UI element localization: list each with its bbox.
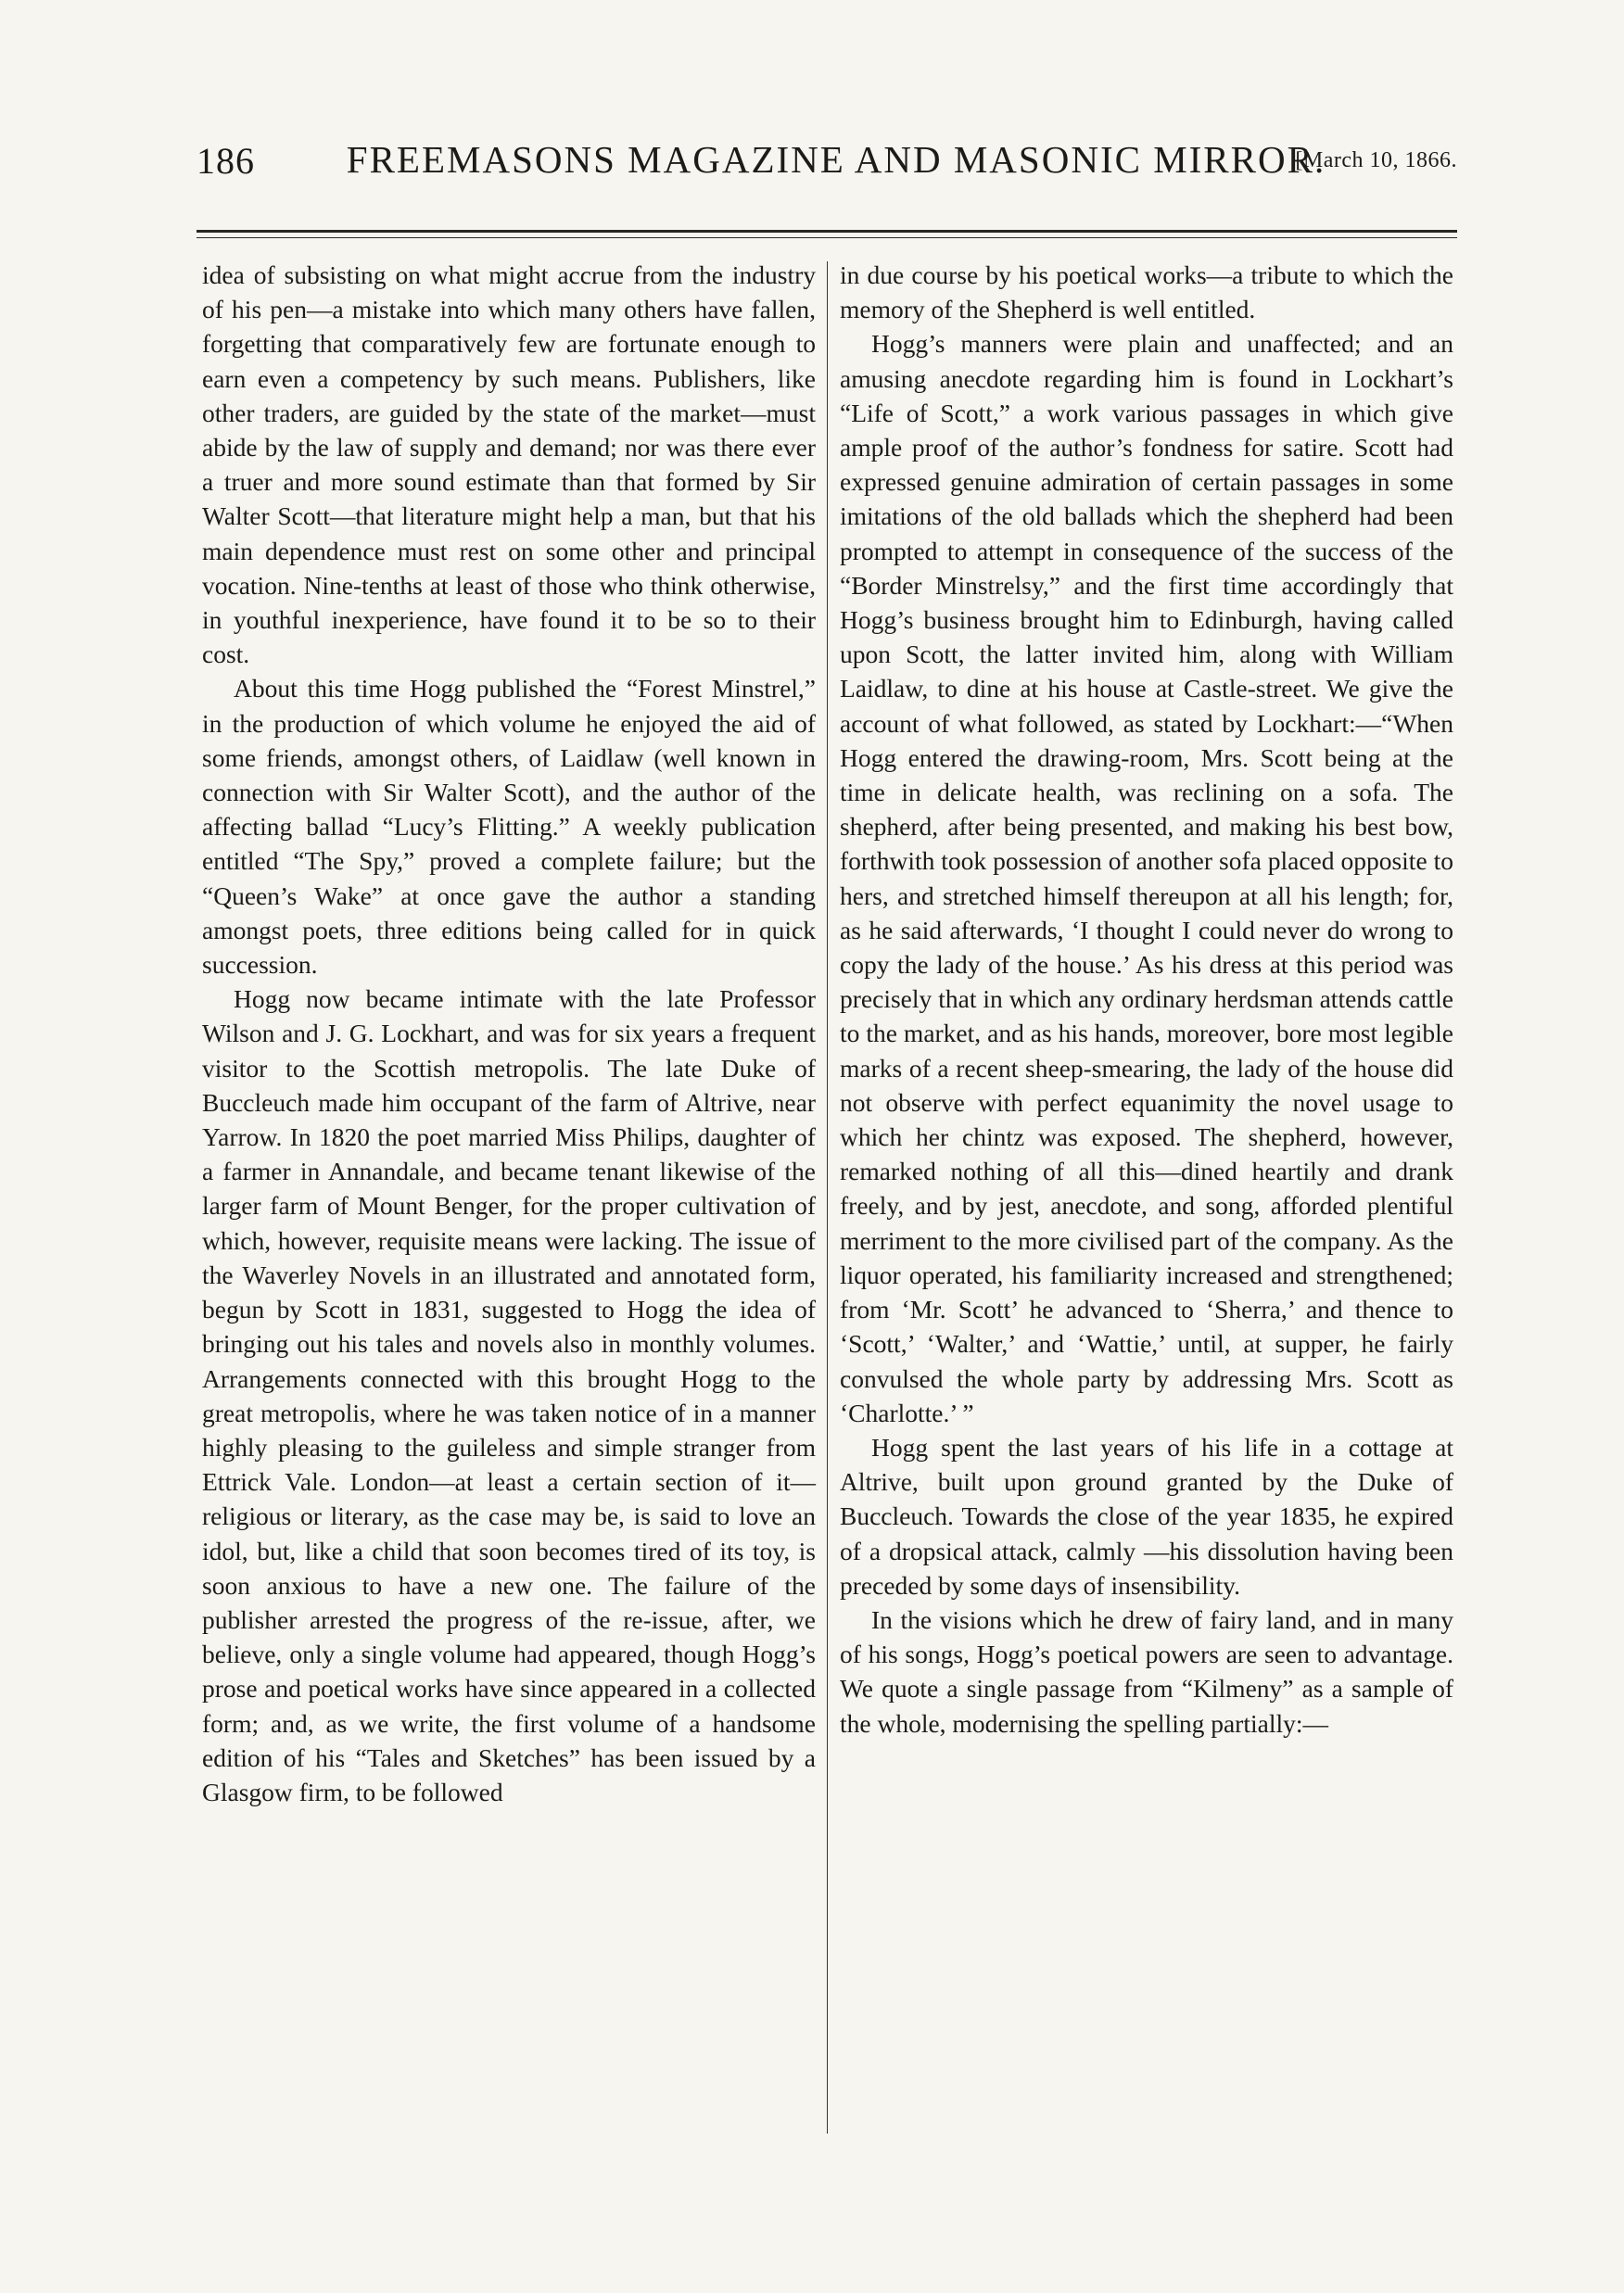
- page-number: 186: [197, 140, 255, 182]
- left-column: [202, 258, 816, 1809]
- column-divider: [827, 261, 828, 2134]
- page-header: [197, 130, 1457, 195]
- paragraph: Hogg’s manners were plain and unaffected; and an amusing anecdote regarding him is found in Lockhart’s “Life of Scott,” a work various passages in which give ample proof of the author’s fondness for satire. Scott had expressed genuine admiration of certain passages in some imitations of the old ballads which the shepherd had been prompted to attempt in consequence of the success of the “Border Minstrelsy,” and the first time accordingly that Hogg’s business brought him to Edinburgh, having called upon Scott, the latter invited him, along with William Laidlaw, to dine at his house at Castle-street. We give the account of what followed, as stated by Lockhart:—“When Hogg entered the drawing-room, Mrs. Scott being at the time in delicate health, was reclining on a sofa. The shepherd, after being presented, and making his best bow, forthwith took possession of another sofa placed opposite to hers, and stretched himself thereupon at all his length; for, as he said afterwards, ‘I thought I could never do wrong to copy the lady of the house.’ As his dress at this period was precisely that in which any ordinary herdsman attends cattle to the market, and as his hands, moreover, bore most legible marks of a recent sheep-smearing, the lady of the house did not observe with perfect equanimity the novel usage to which her chintz was exposed. The shepherd, however, remarked nothing of all this—dined heartily and drank freely, and by jest, anecdote, and song, afforded plentiful merriment to the more civilised part of the company. As the liquor operated, his familiarity increased and strengthened; from ‘Mr. Scott’ he advanced to ‘Sherra,’ and thence to ‘Scott,’ ‘Walter,’ and ‘Wattie,’ until, at supper, he fairly convulsed the whole party by addressing Mrs. Scott as ‘Charlotte.’ ”: [840, 329, 1453, 1427]
- paragraph: Hogg now became intimate with the late Professor Wilson and J. G. Lockhart, and was for six years a frequent visitor to the Scottish metropolis. The late Duke of Buccleuch made him occupant of the farm of Altrive, near Yarrow. In 1820 the poet married Miss Philips, daughter of a farmer in Annandale, and became tenant likewise of the larger farm of Mount Benger, for the proper cultivation of which, however, requisite means were lacking. The issue of the Waverley Novels in an illustrated and annotated form, begun by Scott in 1831, suggested to Hogg the idea of bringing out his tales and novels also in monthly volumes. Arrangements connected with this brought Hogg to the great metropolis, where he was taken notice of in a manner highly pleasing to the guileless and simple stranger from Ettrick Vale. London—at least a certain section of it—religious or literary, as the case may be, is said to love an idol, but, like a child that soon becomes tired of its toy, is soon anxious to have a new one. The failure of the publisher arrested the progress of the re-issue, after, we believe, only a single volume had appeared, though Hogg’s prose and poetical works have since appeared in a collected form; and, as we write, the first volume of a handsome edition of his “Tales and Sketches” has been issued by a Glasgow firm, to be followed: [202, 984, 816, 1806]
- header-rule-thin: [197, 237, 1457, 238]
- paragraph: Hogg spent the last years of his life in a cottage at Altrive, built upon ground granted by the Duke of Buccleuch. Towards the close of the year 1835, he expired of a dropsical attack, calmly —his dissolution having been preceded by some days of insensibility.: [840, 1432, 1453, 1600]
- issue-date: [March 10, 1866.: [1295, 148, 1457, 172]
- paragraph: in due course by his poetical works—a tribute to which the memory of the Shepherd is well entitled.: [840, 260, 1453, 324]
- header-rule-thick: [197, 230, 1457, 233]
- paragraph: idea of subsisting on what might accrue from the industry of his pen—a mistake into which many others have fallen, forgetting that comparatively few are fortunate enough to earn even a competency by such means. Publishers, like other traders, are guided by the state of the market—must abide by the law of supply and demand; nor was there ever a truer and more sound estimate than that formed by Sir Walter Scott—that literature might help a man, but that his main dependence must rest on some other and principal vocation. Nine-tenths at least of those who think otherwise, in youthful inexperience, have found it to be so to their cost.: [202, 260, 816, 669]
- paragraph: About this time Hogg published the “Forest Minstrel,” in the production of which volume he enjoyed the aid of some friends, amongst others, of Laidlaw (well known in connection with Sir Walter Scott), and the author of the affecting ballad “Lucy’s Flitting.” A weekly publication entitled “The Spy,” proved a complete failure; but the “Queen’s Wake” at once gave the author a standing amongst poets, three editions being called for in quick succession.: [202, 674, 816, 980]
- paragraph: In the visions which he drew of fairy land, and in many of his songs, Hogg’s poetical powers are seen to advantage. We quote a single passage from “Kilmeny” as a sample of the whole, modernising the spelling partially:—: [840, 1604, 1453, 1738]
- right-column: [840, 258, 1453, 1741]
- running-title: FREEMASONS MAGAZINE AND MASONIC MIRROR.: [346, 138, 1326, 181]
